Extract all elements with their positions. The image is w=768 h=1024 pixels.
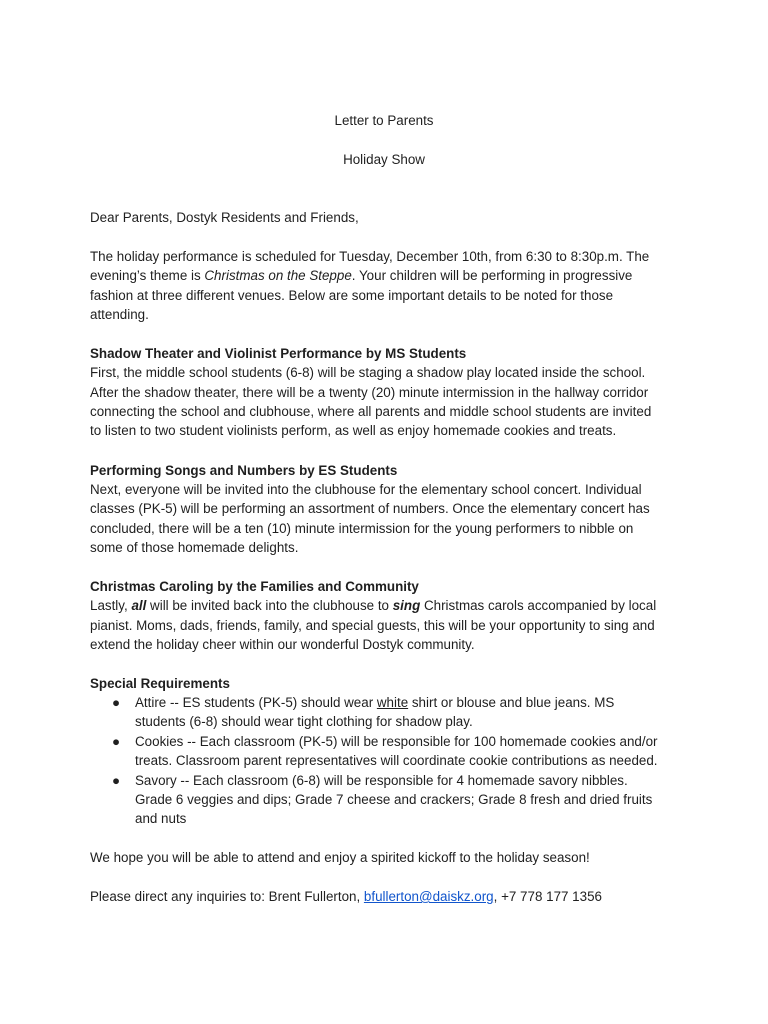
requirement-line: Grade 6 veggies and dips; Grade 7 cheese and crackers; Grade 8 fresh and dried fruits: [135, 792, 653, 807]
intro-line: The holiday performance is scheduled for Tuesday, December 10th, from 6:30 to 8:30p.m. The: [90, 249, 650, 264]
section-line: to listen to two student violinists perform, as well as enjoy homemade cookies and treats.: [90, 423, 617, 438]
contact-line: [90, 887, 602, 906]
letter-title: Letter to Parents: [334, 113, 434, 128]
section-line: After the shadow theater, there will be a twenty (20) minute intermission in the hallway corridor: [90, 385, 649, 400]
section-line: some of those homemade delights.: [90, 540, 299, 555]
section-heading: Christmas Caroling by the Families and Community: [90, 579, 419, 594]
section-line: pianist. Moms, dads, friends, family, and special guests, this will be your opportunity to sing and: [90, 618, 655, 633]
requirement-attire: [135, 693, 614, 712]
section-text: Lastly,: [90, 598, 132, 613]
section-line: extend the holiday cheer within our wonderful Dostyk community.: [90, 637, 475, 652]
intro-line: fashion at three different venues. Below are some important details to be noted for those: [90, 288, 614, 303]
intro-text: . Your children will be performing in progressive: [351, 268, 633, 283]
contact-prefix: Please direct any inquiries to: Brent Fullerton,: [90, 889, 364, 904]
requirement-line: and nuts: [135, 811, 187, 826]
requirement-text: shirt or blouse and blue jeans. MS: [408, 695, 615, 710]
section-line: Next, everyone will be invited into the clubhouse for the elementary school concert. Individual: [90, 482, 642, 497]
requirement-line: students (6-8) should wear tight clothing for shadow play.: [135, 714, 473, 729]
bullet-icon: ●: [112, 773, 121, 788]
section-line: concluded, there will be a ten (10) minute intermission for the young performers to nibble on: [90, 521, 634, 536]
emphasis-sing: sing: [392, 598, 421, 613]
bullet-icon: ●: [112, 695, 121, 710]
section-line: First, the middle school students (6-8) will be staging a shadow play located inside the school.: [90, 365, 646, 380]
section-line: classes (PK-5) will be performing an assortment of numbers. Once the elementary concert has: [90, 501, 650, 516]
section-heading: Shadow Theater and Violinist Performance by MS Students: [90, 346, 467, 361]
theme-name: Christmas on the Steppe: [204, 268, 352, 283]
section-text: Christmas carols accompanied by local: [420, 598, 657, 613]
emphasis-all: all: [131, 598, 147, 613]
salutation: Dear Parents, Dostyk Residents and Friends,: [90, 210, 359, 225]
email-link[interactable]: bfullerton@daiskz.org: [363, 889, 494, 904]
underlined-white: white: [376, 695, 409, 710]
requirement-line: treats. Classroom parent representatives will coordinate cookie contributions as needed.: [135, 753, 658, 768]
intro-text: evening’s theme is: [90, 268, 205, 283]
intro-line: [90, 266, 632, 285]
section-line: connecting the school and clubhouse, where all parents and middle school students are invited: [90, 404, 652, 419]
requirement-text: Attire -- ES students (PK-5) should wear: [135, 695, 377, 710]
contact-phone: , +7 778 177 1356: [493, 889, 602, 904]
section-text: will be invited back into the clubhouse to: [146, 598, 393, 613]
letter-subtitle: Holiday Show: [343, 152, 425, 167]
requirement-cookies: Cookies -- Each classroom (PK-5) will be responsible for 100 homemade cookies and/or: [135, 734, 658, 749]
section-heading: Performing Songs and Numbers by ES Students: [90, 463, 398, 478]
intro-line: attending.: [90, 307, 149, 322]
closing-line: We hope you will be able to attend and enjoy a spirited kickoff to the holiday season!: [90, 850, 590, 865]
bullet-icon: ●: [112, 734, 121, 749]
requirement-savory: Savory -- Each classroom (6-8) will be responsible for 4 homemade savory nibbles.: [135, 773, 628, 788]
section-line: [90, 596, 656, 615]
section-heading: Special Requirements: [90, 676, 230, 691]
